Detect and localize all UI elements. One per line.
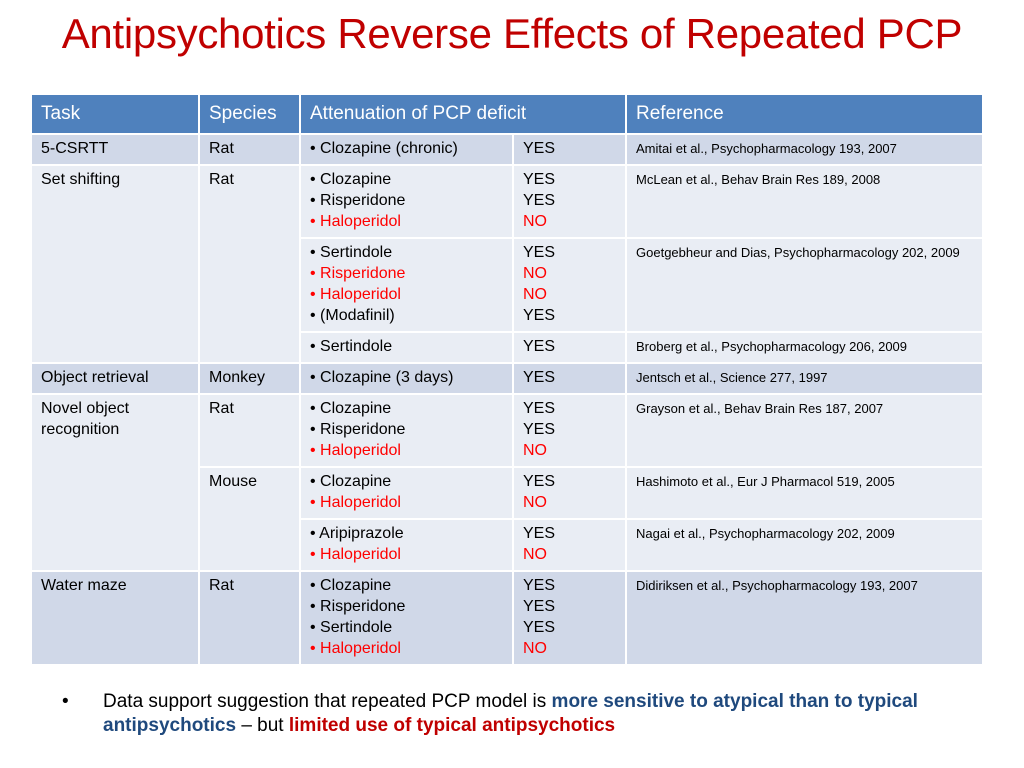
drug-item: • Clozapine xyxy=(310,473,392,490)
drug-item: • Clozapine xyxy=(310,171,392,188)
slide-title: Antipsychotics Reverse Effects of Repeated PCP xyxy=(61,10,963,57)
task-cell: Set shifting xyxy=(31,165,199,363)
header-task: Task xyxy=(31,94,199,134)
drug-cell xyxy=(300,571,513,665)
reference-cell: Goetgebheur and Dias, Psychopharmacology 202, 2009 xyxy=(626,238,983,332)
results-table xyxy=(30,93,984,666)
result-item: YES xyxy=(523,421,556,438)
drug-item: • Haloperidol xyxy=(310,286,401,303)
reference-cell: McLean et al., Behav Brain Res 189, 2008 xyxy=(626,165,983,238)
result-item: YES xyxy=(523,307,556,324)
result-item: NO xyxy=(523,640,547,657)
drug-item: • Clozapine (3 days) xyxy=(310,369,454,386)
result-item: YES xyxy=(523,338,556,355)
drug-item: • Risperidone xyxy=(310,192,406,209)
result-cell xyxy=(513,165,626,238)
drug-item: • Clozapine xyxy=(310,577,392,594)
reference-cell: Grayson et al., Behav Brain Res 187, 2007 xyxy=(626,394,983,467)
drug-item: • Clozapine (chronic) xyxy=(310,140,458,157)
drug-item: • Sertindole xyxy=(310,619,393,636)
result-item: YES xyxy=(523,619,556,636)
result-cell xyxy=(513,134,626,165)
table-row xyxy=(31,363,983,394)
result-item: NO xyxy=(523,546,547,563)
result-cell xyxy=(513,467,626,519)
result-cell xyxy=(513,571,626,665)
table-row xyxy=(31,394,983,467)
task-cell: 5-CSRTT xyxy=(31,134,199,165)
result-item: YES xyxy=(523,244,556,261)
drug-cell xyxy=(300,363,513,394)
result-item: YES xyxy=(523,473,556,490)
drug-cell xyxy=(300,332,513,363)
result-cell xyxy=(513,394,626,467)
table-row xyxy=(31,134,983,165)
drug-cell xyxy=(300,134,513,165)
drug-item: • Sertindole xyxy=(310,338,393,355)
result-cell xyxy=(513,238,626,332)
summary-emphasis-red: limited use of typical antipsychotics xyxy=(288,715,616,736)
drug-item: • Risperidone xyxy=(310,265,406,282)
drug-cell xyxy=(300,519,513,571)
task-cell: Novel object recognition xyxy=(31,394,199,571)
result-cell xyxy=(513,519,626,571)
result-item: YES xyxy=(523,400,556,417)
result-cell xyxy=(513,332,626,363)
result-item: NO xyxy=(523,213,547,230)
result-item: YES xyxy=(523,140,556,157)
reference-cell: Hashimoto et al., Eur J Pharmacol 519, 2005 xyxy=(626,467,983,519)
bullet-marker: • xyxy=(62,691,69,712)
result-item: NO xyxy=(523,265,547,282)
drug-item: • Haloperidol xyxy=(310,640,401,657)
reference-cell: Broberg et al., Psychopharmacology 206, 2009 xyxy=(626,332,983,363)
drug-item: • Risperidone xyxy=(310,421,406,438)
table-row xyxy=(31,165,983,238)
header-attenuation: Attenuation of PCP deficit xyxy=(300,94,626,134)
drug-cell xyxy=(300,394,513,467)
table-header-row xyxy=(31,94,983,134)
drug-item: • Risperidone xyxy=(310,598,406,615)
result-item: YES xyxy=(523,369,556,386)
result-item: YES xyxy=(523,598,556,615)
result-item: NO xyxy=(523,442,547,459)
result-item: NO xyxy=(523,494,547,511)
result-item: NO xyxy=(523,286,547,303)
header-species: Species xyxy=(199,94,300,134)
result-cell xyxy=(513,363,626,394)
species-cell: Rat xyxy=(199,571,300,665)
drug-item: • Haloperidol xyxy=(310,546,401,563)
result-item: YES xyxy=(523,171,556,188)
result-item: YES xyxy=(523,192,556,209)
species-cell: Rat xyxy=(199,134,300,165)
task-cell: Object retrieval xyxy=(31,363,199,394)
drug-cell xyxy=(300,165,513,238)
summary-part2: – but xyxy=(236,715,289,736)
task-cell: Water maze xyxy=(31,571,199,665)
reference-cell: Jentsch et al., Science 277, 1997 xyxy=(626,363,983,394)
reference-cell: Nagai et al., Psychopharmacology 202, 2009 xyxy=(626,519,983,571)
reference-cell: Didiriksen et al., Psychopharmacology 193, 2007 xyxy=(626,571,983,665)
drug-item: • Aripiprazole xyxy=(310,525,404,542)
drug-item: • Sertindole xyxy=(310,244,393,261)
header-reference: Reference xyxy=(626,94,983,134)
drug-cell xyxy=(300,467,513,519)
drug-item: • Haloperidol xyxy=(310,494,401,511)
result-item: YES xyxy=(523,577,556,594)
result-item: YES xyxy=(523,525,556,542)
species-cell: Rat xyxy=(199,165,300,363)
drug-item: • Haloperidol xyxy=(310,442,401,459)
reference-cell: Amitai et al., Psychopharmacology 193, 2007 xyxy=(626,134,983,165)
drug-cell xyxy=(300,238,513,332)
drug-item: • Clozapine xyxy=(310,400,392,417)
summary-part1: Data support suggestion that repeated PCP model is xyxy=(103,691,552,712)
species-cell: Mouse xyxy=(199,467,300,571)
drug-item: • (Modafinil) xyxy=(310,307,395,324)
drug-item: • Haloperidol xyxy=(310,213,401,230)
species-cell: Monkey xyxy=(199,363,300,394)
summary-emphasis-blue: more sensitive to atypical than to typical antipsychotics xyxy=(103,691,918,736)
summary-text xyxy=(103,690,943,738)
table-row xyxy=(31,571,983,665)
species-cell: Rat xyxy=(199,394,300,467)
